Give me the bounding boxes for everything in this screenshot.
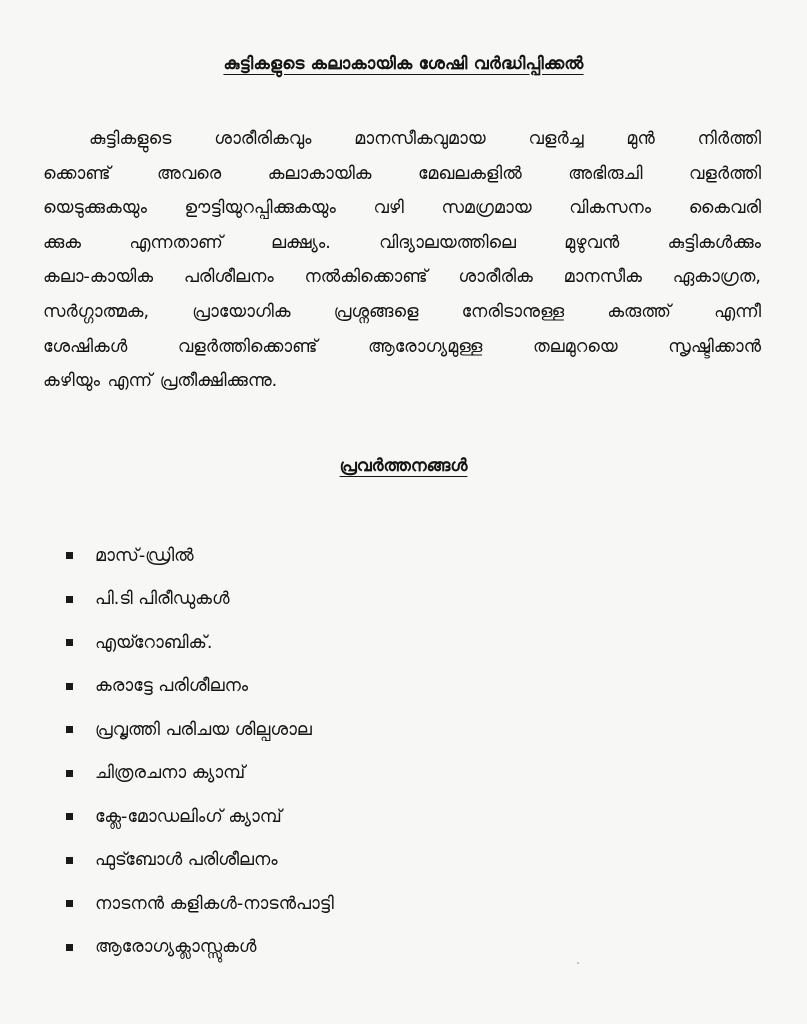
list-item xyxy=(66,752,334,796)
list-item xyxy=(66,708,334,752)
paragraph-line: യെടുക്കുകയും ഊട്ടിയുറപ്പിക്കുകയും വഴി സമഗ്രമായ വികസനം കൈവരി xyxy=(43,198,761,219)
activity-label: കരാട്ടേ പരിശീലനം xyxy=(95,676,249,697)
activity-label: ആരോഗ്യക്ലാസ്സുകൾ xyxy=(95,937,257,958)
activity-label: മാസ്-ഡ്രിൽ xyxy=(95,545,194,566)
list-item xyxy=(66,882,334,926)
square-bullet-icon xyxy=(66,552,73,559)
paragraph-line: ക്കൊണ്ട് അവരെ കലാകായിക മേഖലകളിൽ അഭിരുചി വളർത്തി xyxy=(43,163,761,184)
square-bullet-icon xyxy=(66,944,73,951)
list-item xyxy=(66,665,334,709)
list-item xyxy=(66,926,334,970)
square-bullet-icon xyxy=(66,683,73,690)
square-bullet-icon xyxy=(66,813,73,820)
activity-label: ഫുട്ബോൾ പരിശീലനം xyxy=(95,850,278,871)
paper-speck xyxy=(577,962,579,964)
activity-label: പി.ടി പിരീഡുകൾ xyxy=(95,589,230,610)
square-bullet-icon xyxy=(66,726,73,733)
paragraph-line: ക്കുക എന്നതാണ് ലക്ഷ്യം. വിദ്യാലയത്തിലെ മുഴുവൻ കുട്ടികൾക്കും xyxy=(43,232,761,253)
paragraph-line: കലാ-കായിക പരിശീലനം നൽകിക്കൊണ്ട് ശാരീരിക മാനസീക ഏകാഗ്രത, xyxy=(43,267,761,288)
paragraph-line: സർഗ്ഗാത്മക, പ്രായോഗിക പ്രശ്നങ്ങളെ നേരിടാനുള്ള കരുത്ത് എന്നീ xyxy=(43,301,761,322)
list-item xyxy=(66,621,334,665)
activity-label: ക്ലേ-മോഡലിംഗ് ക്യാമ്പ് xyxy=(95,806,282,827)
activity-label: ചിത്രരചനാ ക്യാമ്പ് xyxy=(95,763,246,784)
activity-label: പ്രവൃത്തി പരിചയ ശില്പശാല xyxy=(95,719,312,740)
list-item xyxy=(66,534,334,578)
intro-paragraph xyxy=(43,122,761,399)
paragraph-line: ശേഷികൾ വളർത്തിക്കൊണ്ട് ആരോഗ്യമുള്ള തലമുറയെ സൃഷ്ടിക്കാൻ xyxy=(43,336,761,357)
square-bullet-icon xyxy=(66,639,73,646)
activities-list xyxy=(66,534,334,969)
square-bullet-icon xyxy=(66,900,73,907)
list-item xyxy=(66,839,334,883)
paragraph-line: കഴിയും എന്ന് പ്രതീക്ഷിക്കുന്നു. xyxy=(43,371,278,392)
square-bullet-icon xyxy=(66,596,73,603)
activity-label: എയ്റോബിക്. xyxy=(95,632,213,653)
activity-label: നാടനൻ കളികൾ-നാടൻപാട്ടി xyxy=(95,893,334,914)
list-item xyxy=(66,795,334,839)
activities-heading: പ്രവർത്തനങ്ങൾ xyxy=(339,456,468,476)
document-title: കുട്ടികളുടെ കലാകായിക ശേഷി വർദ്ധിപ്പിക്കൽ xyxy=(223,54,584,74)
square-bullet-icon xyxy=(66,770,73,777)
list-item xyxy=(66,578,334,622)
square-bullet-icon xyxy=(66,857,73,864)
paragraph-line: കുട്ടികളുടെ ശാരീരികവും മാനസീകവുമായ വളർച്ച മുൻ നിർത്തി xyxy=(89,129,761,149)
